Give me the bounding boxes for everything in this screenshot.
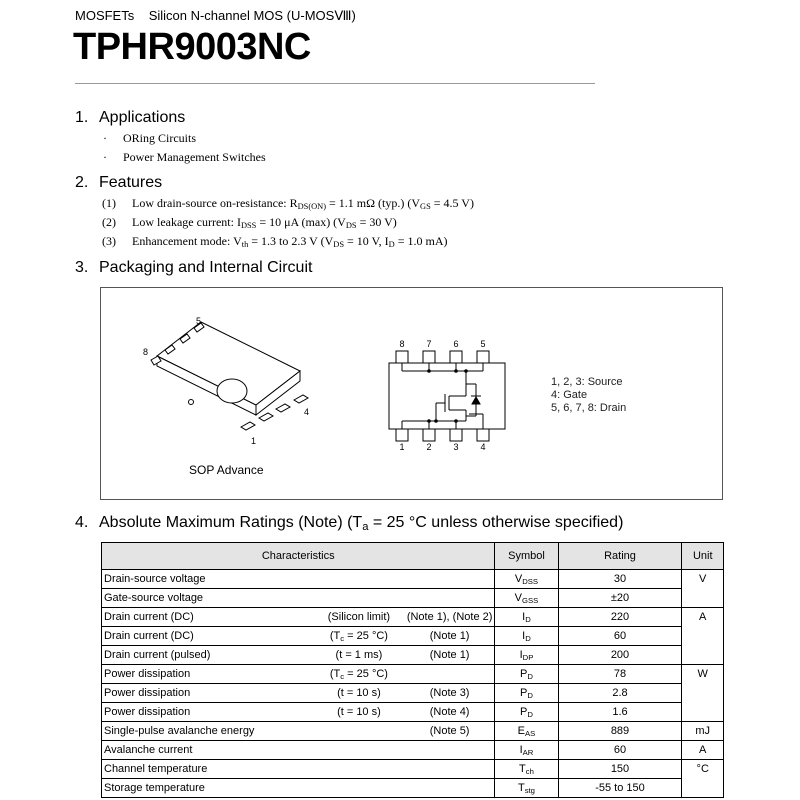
- feature-item: (1) Low drain-source on-resistance: $R_{DS(ON)} = 1.1$ mΩ (typ.) ($V_{GS} = 4.5$ V): [102, 196, 474, 212]
- feature-item: (3) Enhancement mode: $V_{th} = 1.3$ to 2.3 V ($V_{DS} = 10$ V, $I_D = 1.0$ mA): [102, 234, 448, 250]
- feature-item: (2) Low leakage current: $I_{DSS} = 10$ μA (max) ($V_{DS} = 30$ V): [102, 215, 397, 231]
- column-header: Symbol: [495, 543, 558, 570]
- column-header: Characteristics: [102, 543, 495, 570]
- features-heading: 2. Features: [75, 174, 163, 191]
- pin-number: 5: [480, 339, 486, 349]
- ratings-table: [101, 542, 724, 798]
- internal-circuit: [389, 351, 505, 441]
- pin-assignment: 1, 2, 3: Source: [551, 376, 623, 388]
- title-divider: [75, 83, 595, 84]
- pin-number: 6: [453, 339, 459, 349]
- pin-assignment-list: [551, 376, 626, 415]
- pin-number: 4: [480, 442, 486, 452]
- list-item: · Power Management Switches: [103, 150, 266, 164]
- table-header-row: [102, 543, 724, 570]
- package-name-label: SOP Advance: [189, 463, 264, 477]
- table-row: Power dissipation (t = 10 s) (Note 4) $P_D$ 1.6: [102, 703, 724, 722]
- package-pin-label: 5: [196, 316, 202, 326]
- table-row: Single-pulse avalanche energy (Note 5) $E_{AS}$ 889 mJ: [102, 722, 724, 741]
- part-number-title: TPHR9003NC: [73, 26, 311, 68]
- table-row: Drain current (pulsed) (t = 1 ms) (Note 1) $I_{DP}$ 200: [102, 646, 724, 665]
- table-row: Drain current (DC) ($T_c = 25$ °C) (Note 1) $I_D$ 60: [102, 627, 724, 646]
- package-pin-label: 4: [304, 407, 310, 417]
- table-row: Drain-source voltage $V_{DSS}$ 30 V: [102, 570, 724, 589]
- applications-heading: 1. Applications: [75, 109, 186, 126]
- table-row: Storage temperature $T_{stg}$ -55 to 150: [102, 779, 724, 798]
- package-pin-label: 1: [251, 436, 257, 446]
- column-header: Unit: [682, 543, 724, 570]
- pin-number: 7: [426, 339, 432, 349]
- package-drawing: [151, 322, 308, 430]
- table-row: Gate-source voltage $V_{GSS}$ ±20: [102, 589, 724, 608]
- pin-assignment: 4: Gate: [551, 389, 588, 401]
- pin-assignment: 5, 6, 7, 8: Drain: [551, 402, 627, 414]
- packaging-heading: 3. Packaging and Internal Circuit: [75, 259, 313, 276]
- column-header: Rating: [558, 543, 682, 570]
- pin-number: 1: [399, 442, 405, 452]
- pin-number: 3: [453, 442, 459, 452]
- package-pin-label: 8: [143, 347, 149, 357]
- list-item: · ORing Circuits: [103, 131, 197, 145]
- table-row: Power dissipation ($T_c = 25$ °C) $P_D$ 78 W: [102, 665, 724, 684]
- table-row: Channel temperature $T_{ch}$ 150 °C: [102, 760, 724, 779]
- table-row: Power dissipation (t = 10 s) (Note 3) $P_D$ 2.8: [102, 684, 724, 703]
- table-row: Drain current (DC) (Silicon limit) (Note 1), (Note 2) $I_D$ 220 A: [102, 608, 724, 627]
- document-subtitle: [75, 8, 356, 24]
- device-description: Silicon N-channel MOS (U-MOSⅧ): [148, 8, 356, 23]
- table-row: Avalanche current $I_{AR}$ 60 A: [102, 741, 724, 760]
- ratings-heading: 4. Absolute Maximum Ratings (Note) ($T_a = 25$ °C unless otherwise specified): [75, 514, 624, 533]
- category-label: MOSFETs: [75, 8, 135, 23]
- pin-number: 8: [399, 339, 405, 349]
- pin-number: 2: [426, 442, 432, 452]
